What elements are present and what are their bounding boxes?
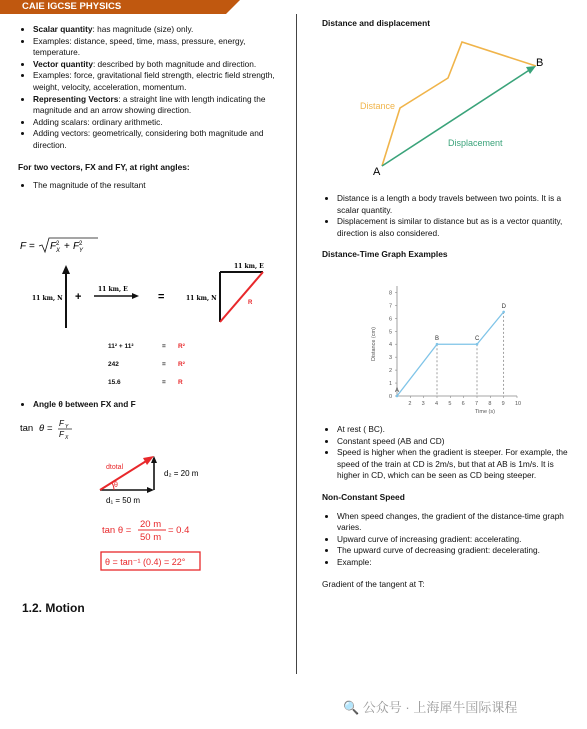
distance-notes: [322, 193, 577, 261]
tan-calculation: [100, 516, 220, 576]
graph-bullet: • Constant speed (AB and CD): [337, 436, 577, 448]
left-bullet: [33, 117, 280, 129]
data-point: [396, 395, 399, 398]
calc-right: R²: [178, 343, 185, 350]
displacement-diagram: [360, 38, 560, 178]
watermark: 🔍 公众号 · 上海犀牛国际课程: [343, 700, 518, 715]
svg-text:+: +: [64, 241, 70, 252]
x-tick-label: 7: [475, 401, 479, 407]
svg-text:2: 2: [56, 241, 60, 247]
point-a-label: A: [373, 166, 381, 178]
left-column: [18, 24, 280, 192]
displacement-label: Displacement: [448, 138, 503, 148]
svg-text:Y: Y: [65, 424, 69, 430]
calc-right: R²: [178, 361, 185, 368]
y-tick-label: 1: [389, 381, 393, 388]
x-tick-label: 2: [408, 401, 412, 407]
svg-text:F: F: [59, 430, 64, 439]
x-tick-label: 5: [448, 401, 452, 407]
left-bullet: [33, 70, 280, 93]
bullet-text: Examples: distance, speed, time, mass, pressure, energy, temperature.: [33, 35, 246, 58]
svg-text:F: F: [59, 419, 64, 428]
y-tick-label: 5: [389, 329, 393, 336]
svg-text:=: =: [29, 241, 35, 252]
x-tick-label: 10: [515, 401, 522, 407]
bullet-term: Representing Vectors: [33, 93, 119, 104]
theta-label: θ: [114, 482, 118, 489]
left-bullet: [33, 94, 280, 117]
nonconstant-list: [322, 511, 577, 569]
header-title: CAIE IGCSE PHYSICS: [22, 1, 122, 12]
svg-text:tan: tan: [20, 423, 34, 434]
svg-text:F: F: [20, 241, 27, 252]
theta-result-box: θ = tan⁻¹ (0.4) = 22°: [105, 557, 186, 567]
tan-text: tan θ =: [102, 525, 132, 536]
svg-text:=: =: [47, 423, 53, 434]
data-point: [502, 311, 505, 314]
distance-label: Distance: [360, 101, 396, 111]
calc-rows: [108, 343, 186, 386]
x-axis-title: Time (s): [475, 409, 495, 415]
svg-text:Y: Y: [79, 248, 84, 254]
distance-bullet: • Displacement is similar to distance but as is a vector quantity, direction is also considered.: [337, 216, 577, 239]
point-label: D: [501, 303, 507, 310]
graph-notes: [322, 424, 577, 590]
svg-text:X: X: [56, 248, 61, 254]
calc-left: 242: [108, 361, 119, 368]
nonconstant-bullet: • When speed changes, the gradient of the distance-time graph varies.: [337, 511, 577, 534]
y-tick-label: 4: [389, 342, 393, 349]
distance-time-graph: [360, 278, 530, 418]
svg-text:F: F: [50, 241, 57, 252]
result-top-label: 11 km, E: [234, 263, 264, 270]
bullet-text: : has magnitude (size) only.: [92, 24, 194, 34]
y-tick-label: 2: [389, 368, 393, 375]
column-divider: [296, 14, 297, 674]
distance-displacement-heading: Distance and displacement: [322, 18, 430, 28]
svg-text:X: X: [65, 435, 69, 441]
d-total-label: dtotal: [106, 464, 124, 471]
bullet-text: Adding vectors: geometrically, considering both magnitude and direction.: [33, 128, 264, 150]
x-tick-label: 4: [435, 401, 439, 407]
y-tick-label: 0: [389, 394, 393, 400]
x-tick-label: 6: [461, 401, 465, 407]
resultant-bullet: • The magnitude of the resultant: [33, 180, 280, 192]
distance-bullet: • Distance is a length a body travels between two points. It is a scalar quantity.: [337, 193, 577, 216]
tan-denominator: 50 m: [140, 532, 162, 543]
angle-triangle-diagram: [90, 450, 230, 510]
bullet-term: Vector quantity: [33, 58, 93, 69]
y-tick-label: 6: [389, 316, 393, 323]
resultant-list: [18, 180, 280, 192]
d1-label: d₁ = 50 m: [106, 496, 141, 505]
vector-mid-label: 11 km, E: [98, 286, 128, 293]
tan-formula: [20, 416, 90, 440]
left-bullet: [33, 24, 280, 36]
section-title-motion: 1.2. Motion: [22, 601, 85, 615]
angle-bullet: • Angle θ between FX and F: [33, 399, 280, 411]
bullet-text: : a straight line with length indicating the magnitude and an arrow showing direction.: [33, 93, 266, 116]
result-left-label: 11 km, N: [186, 295, 217, 302]
d2-label: d₂ = 20 m: [164, 469, 199, 478]
y-axis-title: Distance (cm): [371, 327, 377, 361]
graph-notes-list: [322, 424, 577, 482]
equals-sign: =: [158, 291, 165, 303]
point-b-label: B: [536, 57, 544, 69]
y-tick-label: 3: [389, 355, 393, 362]
nonconstant-bullet: • Example:: [337, 557, 577, 569]
y-tick-label: 7: [389, 303, 393, 310]
nonconstant-heading: Non-Constant Speed: [322, 491, 405, 502]
nonconstant-bullet: • The upward curve of decreasing gradient: decelerating.: [337, 545, 577, 557]
bullet-term: Scalar quantity: [33, 24, 93, 34]
left-bullet: [33, 36, 280, 59]
header-tab: [0, 0, 240, 14]
series-line: [397, 312, 504, 396]
two-vectors-heading: For two vectors, FX and FY, at right angles:: [18, 161, 190, 172]
graph-bullet: • At rest ( BC).: [337, 424, 577, 436]
graph-heading: Distance-Time Graph Examples: [322, 249, 448, 260]
bullet-text: : described by both magnitude and direction.: [92, 58, 257, 69]
angle-section: [18, 399, 280, 411]
plus-sign: +: [75, 291, 82, 303]
calc-left: 15.6: [108, 379, 121, 386]
calc-equals: =: [162, 379, 166, 386]
vector-addition-diagram: [20, 258, 280, 388]
scalar-vector-list: [18, 24, 280, 152]
bullet-text: Examples: force, gravitational field strength, electric field strength, weight, velocity, acceleration, momentum.: [33, 70, 275, 92]
right-column: [322, 18, 577, 30]
calc-equals: =: [162, 361, 166, 368]
point-label: A: [395, 388, 400, 394]
point-label: C: [475, 336, 480, 343]
tan-numerator: 20 m: [140, 519, 162, 530]
result-hyp-label: R: [248, 300, 253, 306]
graph-bullet: • Speed is higher when the gradient is steeper. For example, the speed of the train at CD is 2m/s, but that at AB is 1m/s. It is higher in CD, which can be seen as CD being steeper.: [337, 447, 577, 482]
x-tick-label: 8: [488, 401, 492, 407]
svg-text:2: 2: [79, 241, 83, 247]
calc-equals: =: [162, 343, 166, 350]
data-point: [476, 343, 479, 346]
bullet-text: Adding scalars: ordinary arithmetic.: [33, 116, 163, 127]
distance-notes-list: [322, 193, 577, 239]
left-bullet: [33, 59, 280, 71]
data-point: [436, 343, 439, 346]
calc-right: R: [178, 379, 183, 386]
left-bullet: [33, 128, 280, 151]
calc-left: 11² + 11²: [108, 343, 134, 350]
svg-text:θ: θ: [39, 423, 45, 434]
tan-result: = 0.4: [168, 525, 190, 536]
x-tick-label: 9: [501, 401, 505, 407]
y-tick-label: 8: [389, 290, 393, 297]
tangent-text: Gradient of the tangent at T:: [322, 578, 425, 589]
resultant-formula: [20, 236, 110, 256]
nonconstant-bullet: • Upward curve of increasing gradient: accelerating.: [337, 534, 577, 546]
point-label: B: [435, 336, 440, 343]
svg-text:F: F: [73, 241, 80, 252]
x-tick-label: 3: [421, 401, 425, 407]
vector-left-label: 11 km, N: [32, 295, 63, 302]
